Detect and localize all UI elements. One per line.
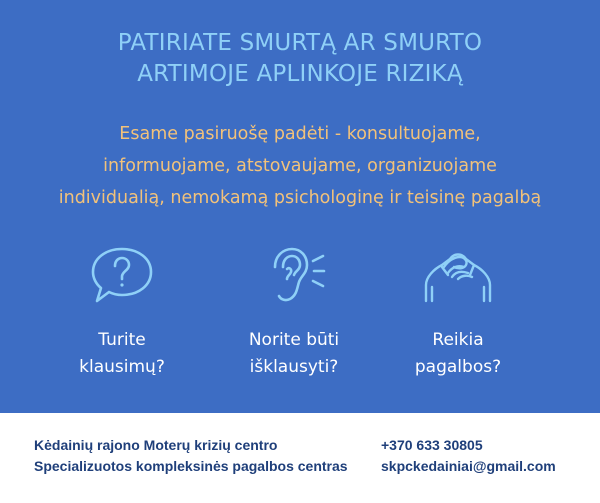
- headline-line-2: ARTIMOJE APLINKOJE RIZIKĄ: [137, 61, 463, 87]
- subtitle-line-2: informuojame, atstovaujame, organizuojame: [103, 156, 497, 176]
- footer-contacts: [381, 435, 556, 477]
- feature-questions: [22, 245, 222, 381]
- feature-label-questions-2: klausimų?: [79, 357, 165, 377]
- headline: [0, 28, 600, 90]
- subtitle-line-1: Esame pasiruošę padėti - konsultuojame,: [119, 124, 481, 144]
- handshake-icon: [418, 245, 498, 305]
- contact-email[interactable]: skpckedainiai@gmail.com: [381, 458, 556, 474]
- contact-phone[interactable]: +370 633 30805: [381, 437, 483, 453]
- feature-label-help-1: Reikia: [432, 330, 484, 350]
- footer: [0, 413, 600, 503]
- headline-line-1: PATIRIATE SMURTĄ AR SMURTO: [117, 30, 483, 56]
- feature-label-listen-1: Norite būti: [248, 330, 340, 350]
- organization-subtitle: Specializuotos kompleksinės pagalbos centras: [34, 458, 348, 474]
- subtitle: [0, 118, 600, 214]
- feature-help: [358, 245, 558, 381]
- feature-label-help-2: pagalbos?: [414, 357, 502, 377]
- organization-name: Kėdainių rajono Moterų krizių centro: [34, 437, 278, 453]
- feature-label-questions-1: Turite: [98, 330, 146, 350]
- footer-organization: [34, 435, 348, 477]
- feature-label-listen-2: išklausyti?: [249, 357, 339, 377]
- question-bubble-icon: [89, 245, 155, 305]
- subtitle-line-3: individualią, nemokamą psichologinę ir teisinę pagalbą: [58, 188, 542, 208]
- ear-icon: [261, 245, 327, 305]
